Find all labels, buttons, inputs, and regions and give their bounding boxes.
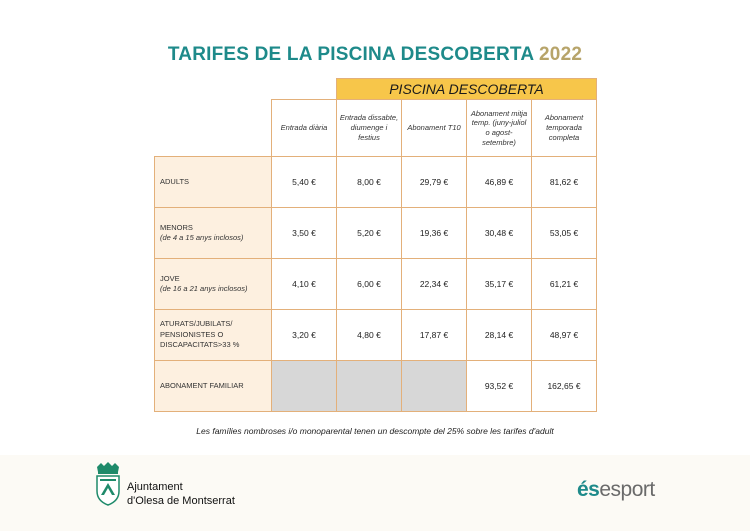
empty-cell [337,361,402,412]
price-cell: 8,00 € [337,157,402,208]
price-cell: 4,80 € [337,310,402,361]
discount-note: Les famílies nombroses i/o monoparental tenen un descompte del 25% sobre les tarifes d'adult [196,426,554,436]
table-corner [155,100,272,157]
price-cell: 6,00 € [337,259,402,310]
empty-cell [402,361,467,412]
table-row [155,208,597,259]
municipality-name: Ajuntament d'Olesa de Montserrat [127,481,235,507]
row-sublabel: (de 16 a 21 anys inclosos) [160,284,248,293]
price-cell: 53,05 € [532,208,597,259]
row-label: ADULTS [155,157,272,208]
row-sublabel: (de 4 a 15 anys inclosos) [160,233,244,242]
price-cell: 28,14 € [467,310,532,361]
empty-cell [272,361,337,412]
table-corner [155,79,272,100]
column-header: Abonament temporada completa [532,100,597,157]
price-cell: 3,50 € [272,208,337,259]
title-main: TARIFES DE LA PISCINA DESCOBERTA [167,44,540,65]
price-cell: 48,97 € [532,310,597,361]
row-label: ABONAMENT FAMILIAR [155,361,272,412]
price-cell: 93,52 € [467,361,532,412]
table-corner [272,79,337,100]
price-cell: 46,89 € [467,157,532,208]
esesport-logo: ésesport [577,478,655,501]
municipal-crest-logo [93,461,123,507]
table-banner: PISCINA DESCOBERTA [337,79,597,100]
price-cell: 4,10 € [272,259,337,310]
row-label: ATURATS/JUBILATS/ PENSIONISTES O DISCAPACITATS>33 % [155,310,272,361]
column-header: Entrada dissabte, diumenge i festius [337,100,402,157]
table-row [155,310,597,361]
price-cell: 61,21 € [532,259,597,310]
page-title [0,44,750,66]
price-cell: 22,34 € [402,259,467,310]
table-row [155,157,597,208]
column-header: Entrada diària [272,100,337,157]
price-cell: 17,87 € [402,310,467,361]
column-header: Abonament mitja temp. (juny-juliol o agost-setembre) [467,100,532,157]
price-cell: 81,62 € [532,157,597,208]
price-cell: 19,36 € [402,208,467,259]
table-row [155,259,597,310]
title-year: 2022 [539,44,583,65]
price-cell: 162,65 € [532,361,597,412]
price-cell: 5,20 € [337,208,402,259]
rates-table [154,78,597,412]
price-cell: 3,20 € [272,310,337,361]
price-cell: 5,40 € [272,157,337,208]
price-cell: 29,79 € [402,157,467,208]
row-label: MENORS (de 4 a 15 anys inclosos) [155,208,272,259]
table-row [155,361,597,412]
price-cell: 30,48 € [467,208,532,259]
price-cell: 35,17 € [467,259,532,310]
row-label: JOVE (de 16 a 21 anys inclosos) [155,259,272,310]
column-header: Abonament T10 [402,100,467,157]
